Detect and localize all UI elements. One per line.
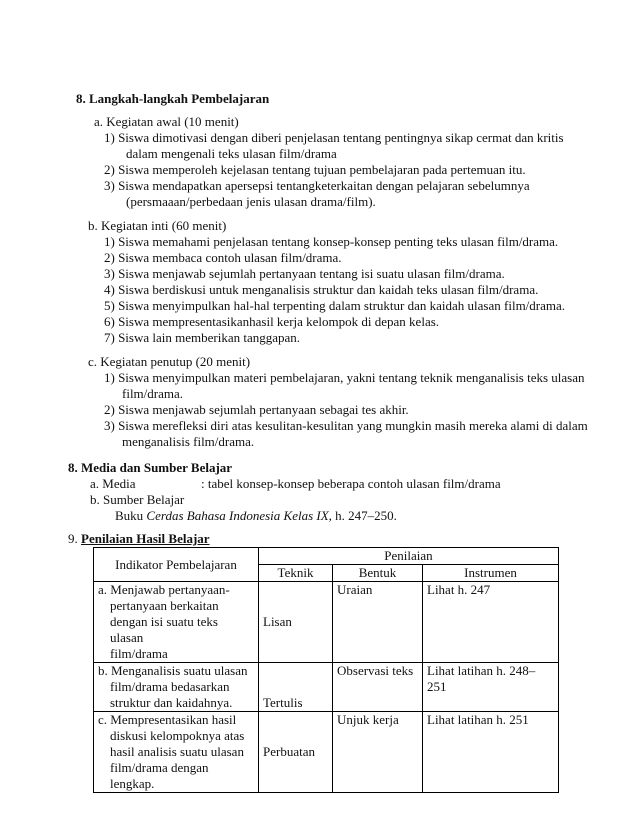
table-header-row xyxy=(94,548,559,565)
instrumen-cell: Lihat latihan h. 248–251 xyxy=(423,663,559,712)
indikator-line: dengan isi suatu teks ulasan xyxy=(110,614,218,645)
teknik-cell: Tertulis xyxy=(259,663,333,712)
list-item: 2) Siswa membaca contoh ulasan film/drama. xyxy=(104,250,342,265)
assessment-table xyxy=(93,547,559,793)
table-row xyxy=(94,663,559,712)
header-penilaian: Penilaian xyxy=(259,548,559,565)
indikator-line: pertanyaan berkaitan xyxy=(110,598,219,613)
list-item: (persmaaan/perbedaan jenis ulasan drama/film). xyxy=(126,194,376,209)
teknik-cell: Perbuatan xyxy=(259,712,333,793)
indikator-line: a. Menjawab pertanyaan- xyxy=(98,582,230,597)
indikator-line: c. Mempresentasikan hasil xyxy=(98,712,237,727)
buku-suffix: h. 247–250. xyxy=(331,508,397,523)
list-item: 3) Siswa mendapatkan apersepsi tentangketerkaitan dengan pelajaran sebelumnya xyxy=(104,178,530,193)
indikator-line: film/drama xyxy=(110,646,168,661)
section-title: Penilaian Hasil Belajar xyxy=(81,531,210,546)
table-row xyxy=(94,582,559,663)
section-heading-langkah: 8. Langkah-langkah Pembelajaran xyxy=(76,91,270,106)
list-item: dalam mengenali teks ulasan film/drama xyxy=(126,146,337,161)
bentuk-cell: Observasi teks xyxy=(333,663,423,712)
list-item: 4) Siswa berdiskusi untuk menganalisis struktur dan kaidah teks ulasan film/drama. xyxy=(104,282,539,297)
header-teknik: Teknik xyxy=(259,565,333,582)
sumber-label: b. Sumber Belajar xyxy=(90,492,185,507)
section-heading-penilaian xyxy=(68,531,210,547)
kegiatan-inti-title: b. Kegiatan inti (60 menit) xyxy=(88,218,227,233)
list-item: menganalisis film/drama. xyxy=(122,434,255,449)
indikator-cell xyxy=(94,663,259,712)
list-item: 3) Siswa menjawab sejumlah pertanyaan tentang isi suatu ulasan film/drama. xyxy=(104,266,505,281)
indikator-cell xyxy=(94,582,259,663)
list-item: 6) Siswa mempresentasikanhasil kerja kelompok di depan kelas. xyxy=(104,314,440,329)
bentuk-cell: Uraian xyxy=(333,582,423,663)
bentuk-cell: Unjuk kerja xyxy=(333,712,423,793)
list-item: 2) Siswa menjawab sejumlah pertanyaan sebagai tes akhir. xyxy=(104,402,409,417)
instrumen-cell: Lihat h. 247 xyxy=(423,582,559,663)
list-item: 1) Siswa memahami penjelasan tentang konsep-konsep penting teks ulasan film/drama. xyxy=(104,234,559,249)
media-value: : tabel konsep-konsep beberapa contoh ulasan film/drama xyxy=(201,476,501,491)
kegiatan-penutup-title: c. Kegiatan penutup (20 menit) xyxy=(88,354,251,369)
indikator-line: b. Menganalisis suatu ulasan xyxy=(98,663,248,678)
table-row xyxy=(94,712,559,793)
header-bentuk: Bentuk xyxy=(333,565,423,582)
kegiatan-awal-title: a. Kegiatan awal (10 menit) xyxy=(94,114,239,129)
indikator-cell xyxy=(94,712,259,793)
list-item: 7) Siswa lain memberikan tanggapan. xyxy=(104,330,301,345)
indikator-line: struktur dan kaidahnya. xyxy=(110,695,233,710)
list-item: 3) Siswa merefleksi diri atas kesulitan-kesulitan yang mungkin masih mereka alami di dalam xyxy=(104,418,588,433)
section-number: 9. xyxy=(68,531,78,546)
header-instrumen: Instrumen xyxy=(423,565,559,582)
instrumen-cell: Lihat latihan h. 251 xyxy=(423,712,559,793)
buku-title: Cerdas Bahasa Indonesia Kelas IX, xyxy=(146,508,332,523)
list-item: film/drama. xyxy=(122,386,184,401)
list-item: 5) Siswa menyimpulkan hal-hal terpenting dalam struktur dan kaidah ulasan film/drama. xyxy=(104,298,566,313)
teknik-cell: Lisan xyxy=(259,582,333,663)
indikator-line: hasil analisis suatu ulasan xyxy=(110,744,244,759)
media-label: a. Media xyxy=(90,476,136,491)
indikator-line: diskusi kelompoknya atas xyxy=(110,728,245,743)
list-item: 1) Siswa menyimpulkan materi pembelajaran, yakni tentang teknik menganalisis teks ulasan xyxy=(104,370,585,385)
section-heading-media: 8. Media dan Sumber Belajar xyxy=(68,460,233,475)
indikator-line: film/drama bedasarkan xyxy=(110,679,230,694)
indikator-line: film/drama dengan lengkap. xyxy=(110,760,209,791)
list-item: 1) Siswa dimotivasi dengan diberi penjelasan tentang pentingnya sikap cermat dan kritis xyxy=(104,130,564,145)
buku-reference xyxy=(115,508,397,524)
buku-prefix: Buku xyxy=(115,508,147,523)
header-indikator: Indikator Pembelajaran xyxy=(94,548,259,582)
list-item: 2) Siswa memperoleh kejelasan tentang tujuan pembelajaran pada pertemuan itu. xyxy=(104,162,526,177)
